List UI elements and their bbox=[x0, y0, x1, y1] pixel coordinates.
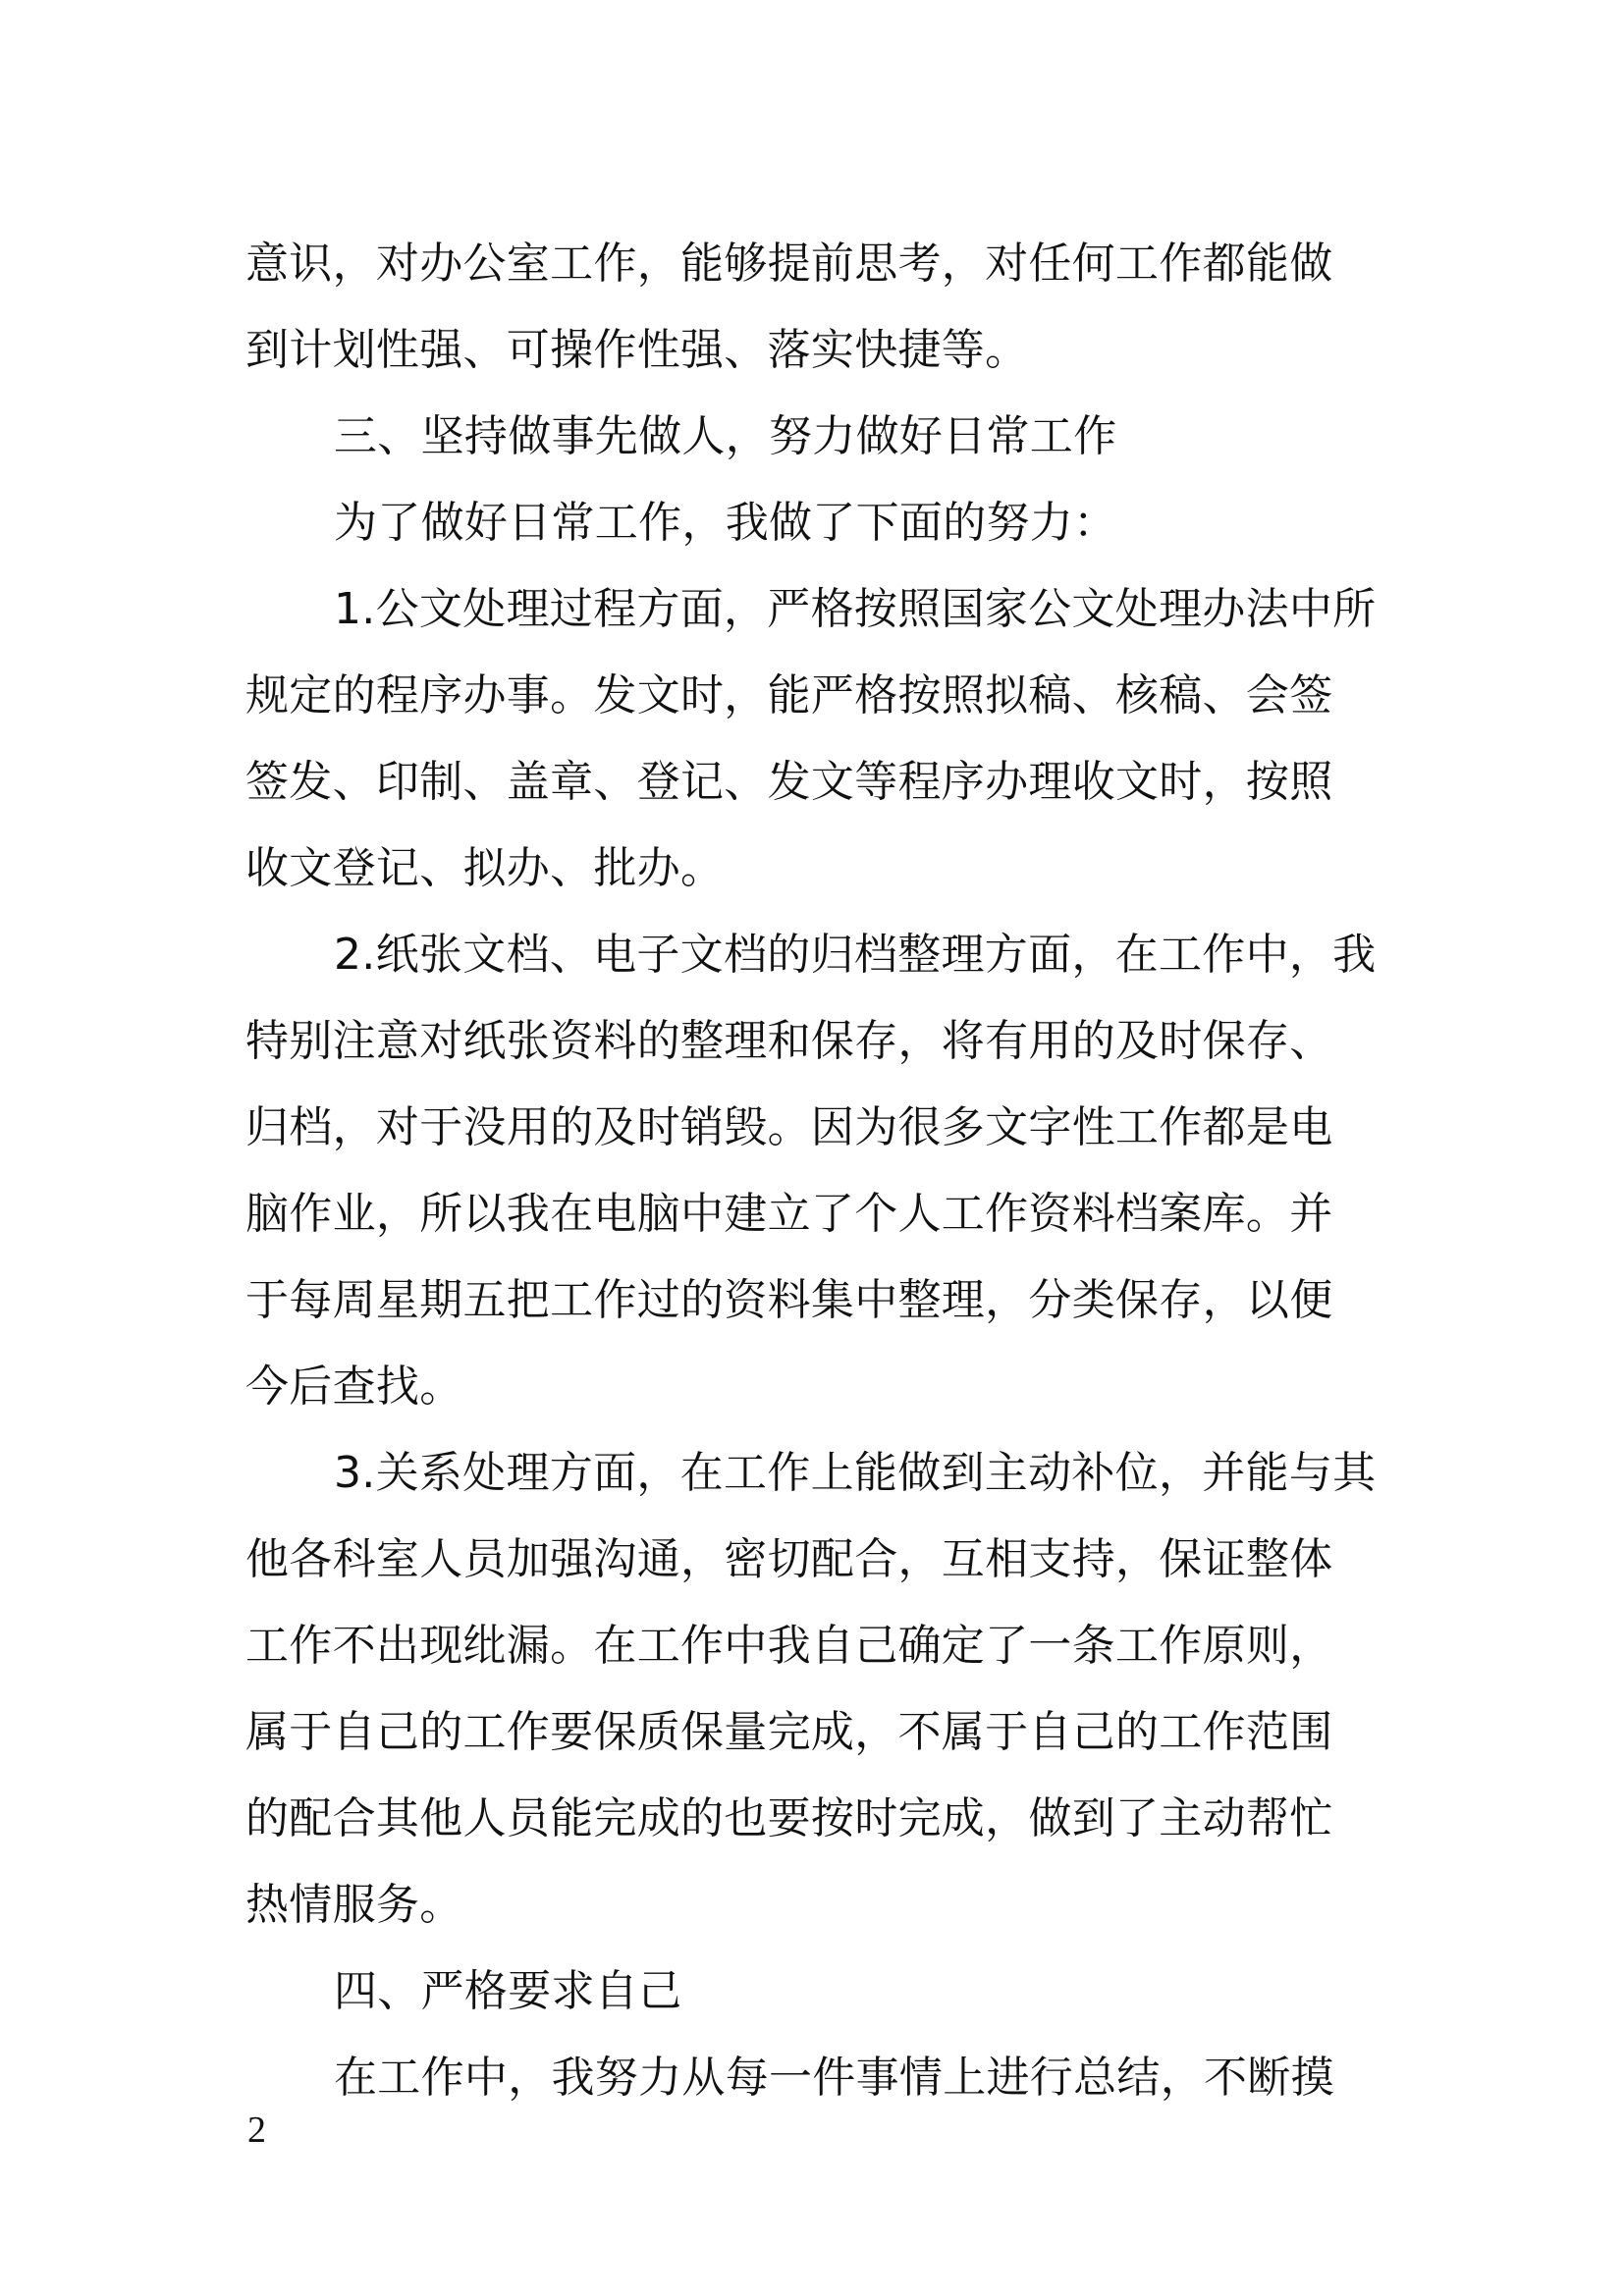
text-line: 今后查找。 bbox=[245, 1362, 463, 1412]
text-line: 归档，对于没用的及时销毁。因为很多文字性工作都是电 bbox=[245, 1102, 1333, 1152]
page-number: 2 bbox=[247, 2109, 266, 2151]
text-line: 规定的程序办事。发文时，能严格按照拟稿、核稿、会签 bbox=[245, 670, 1333, 721]
text-line: 签发、印制、盖章、登记、发文等程序办理收文时，按照 bbox=[245, 757, 1333, 807]
numbered-item: 1.公文处理过程方面，严格按照国家公文处理办法中所 bbox=[334, 584, 1377, 634]
text-line: 热情服务。 bbox=[245, 1880, 463, 1930]
text-line: 在工作中，我努力从每一件事情上进行总结，不断摸 bbox=[334, 2053, 1334, 2103]
section-heading: 三、坚持做事先做人，努力做好日常工作 bbox=[334, 411, 1117, 461]
text-line: 脑作业，所以我在电脑中建立了个人工作资料档案库。并 bbox=[245, 1189, 1333, 1239]
text-line: 到计划性强、可操作性强、落实快捷等。 bbox=[245, 325, 1029, 375]
text-line: 意识，对办公室工作，能够提前思考，对任何工作都能做 bbox=[245, 239, 1333, 289]
text-line: 特别注意对纸张资料的整理和保存，将有用的及时保存、 bbox=[245, 1016, 1333, 1066]
text-line: 工作不出现纰漏。在工作中我自己确定了一条工作原则， bbox=[245, 1621, 1333, 1671]
text-line: 于每周星期五把工作过的资料集中整理，分类保存，以便 bbox=[245, 1275, 1333, 1325]
text-line: 属于自己的工作要保质保量完成，不属于自己的工作范围 bbox=[245, 1707, 1333, 1757]
text-line: 为了做好日常工作，我做了下面的努力： bbox=[334, 498, 1117, 548]
text-line: 的配合其他人员能完成的也要按时完成，做到了主动帮忙 bbox=[245, 1793, 1333, 1843]
numbered-item: 3.关系处理方面，在工作上能做到主动补位，并能与其 bbox=[334, 1448, 1377, 1498]
text-line: 收文登记、拟办、批办。 bbox=[245, 843, 725, 893]
numbered-item: 2.纸张文档、电子文档的归档整理方面，在工作中，我 bbox=[334, 930, 1377, 980]
text-line: 他各科室人员加强沟通，密切配合，互相支持，保证整体 bbox=[245, 1534, 1333, 1584]
body-text bbox=[245, 221, 1384, 2121]
section-heading: 四、严格要求自己 bbox=[334, 1966, 682, 2016]
